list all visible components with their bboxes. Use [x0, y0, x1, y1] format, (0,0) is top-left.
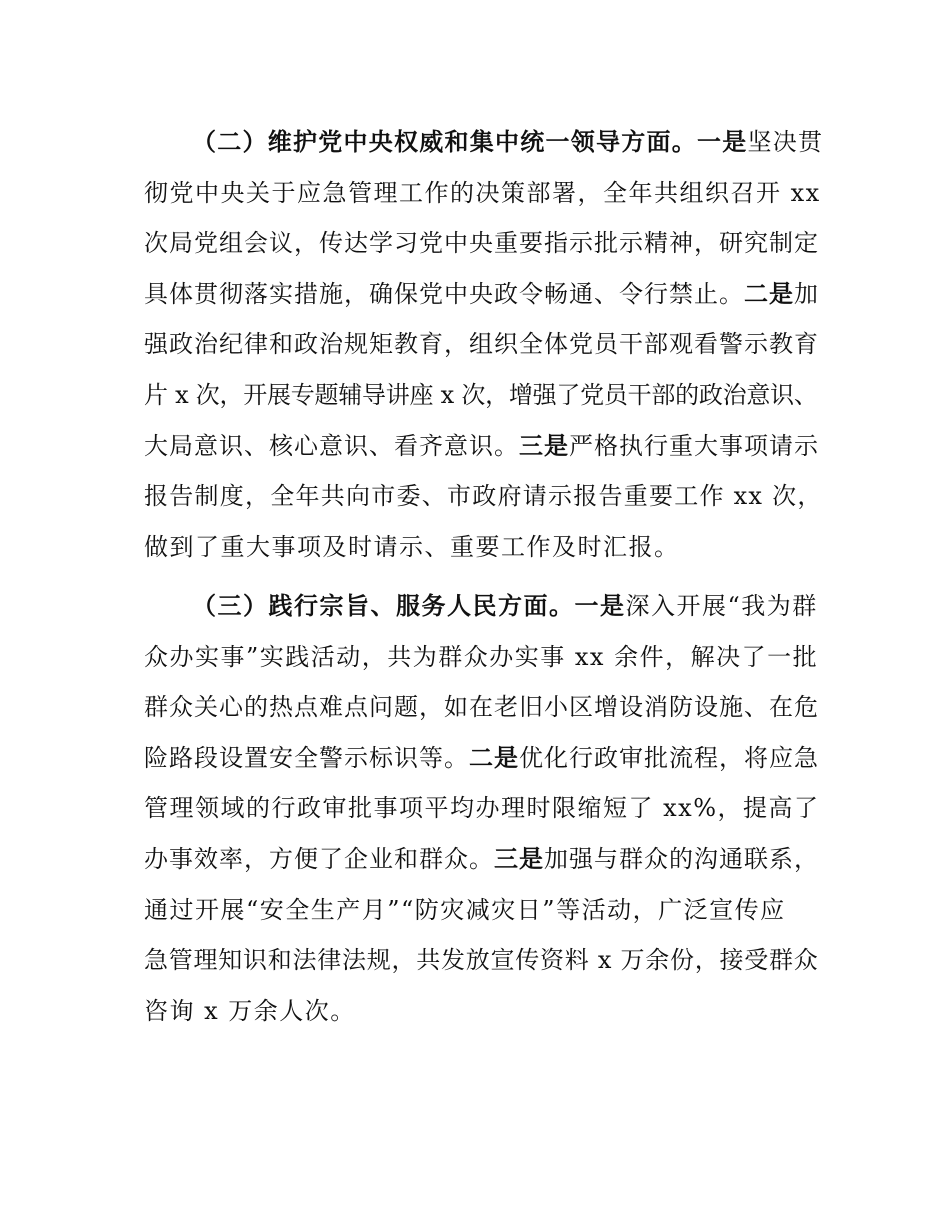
text-line: [144, 894, 824, 926]
text-span: 大局意识、核心意识、看齐意识。: [144, 432, 519, 460]
text-span: 加: [794, 280, 819, 308]
text-span: 办事效率，方便了企业和群众。: [144, 845, 494, 873]
text-span: 管理领域的行政审批事项平均办理时限缩短了 xx%，提高了: [144, 794, 820, 822]
text-line: [144, 742, 824, 774]
text-line: [144, 177, 824, 209]
bold-text: 三是: [519, 432, 569, 460]
text-line: [144, 379, 824, 411]
text-span: 优化行政审批流程，将应急: [519, 744, 819, 772]
text-line: [192, 590, 824, 622]
text-span: 险路段设置安全警示标识等。: [144, 744, 469, 772]
text-span: 加强与群众的沟通联系，: [544, 845, 819, 873]
text-line: [144, 278, 824, 310]
text-span: 次局党组会议，传达学习党中央重要指示批示精神，研究制定: [144, 229, 819, 257]
text-span: 群众关心的热点难点问题，如在老旧小区增设消防设施、在危: [144, 693, 819, 721]
text-span: 彻党中央关于应急管理工作的决策部署，全年共组织召开 xx: [144, 179, 821, 207]
bold-text: 二是: [744, 280, 794, 308]
text-line: [144, 227, 824, 259]
text-line: [144, 843, 824, 875]
text-span: 坚决贯: [747, 128, 824, 156]
text-line: [144, 691, 824, 723]
text-line: [144, 995, 824, 1027]
text-span: 报告制度，全年共向市委、市政府请示报告重要工作 xx 次，: [144, 482, 823, 510]
bold-text: 一是: [574, 592, 626, 620]
text-span: 深入开展“我为群: [625, 592, 818, 620]
bold-text: （三）践行宗旨、服务人民方面。: [192, 592, 575, 620]
text-span: 具体贯彻落实措施，确保党中央政令畅通、令行禁止。: [144, 280, 744, 308]
text-line: [144, 792, 824, 824]
text-span: 咨询 x 万余人次。: [144, 997, 356, 1025]
bold-text: 三是: [494, 845, 544, 873]
text-line: [144, 641, 824, 673]
text-span: 片 x 次，开展专题辅导讲座 x 次，增强了党员干部的政治意识、: [144, 381, 818, 409]
text-span: 急管理知识和法律法规，共发放宣传资料 x 万余份，接受群众: [144, 946, 819, 974]
text-line: [144, 328, 824, 360]
text-line: [144, 531, 824, 563]
bold-text: 二是: [469, 744, 519, 772]
text-line: [192, 126, 824, 158]
text-line: [144, 430, 824, 462]
text-span: 众办实事”实践活动，共为群众办实事 xx 余件，解决了一批: [144, 643, 819, 671]
text-line: [144, 480, 824, 512]
bold-text: 一是: [697, 128, 748, 156]
text-line: [144, 944, 824, 976]
text-span: 通过开展“安全生产月”“防灾减灾日”等活动，广泛宣传应: [144, 896, 786, 924]
text-span: 做到了重大事项及时请示、重要工作及时汇报。: [144, 533, 680, 561]
text-span: 严格执行重大事项请示: [569, 432, 819, 460]
bold-text: （二）维护党中央权威和集中统一领导方面。: [192, 128, 697, 156]
text-span: 强政治纪律和政治规矩教育，组织全体党员干部观看警示教育: [144, 330, 819, 358]
